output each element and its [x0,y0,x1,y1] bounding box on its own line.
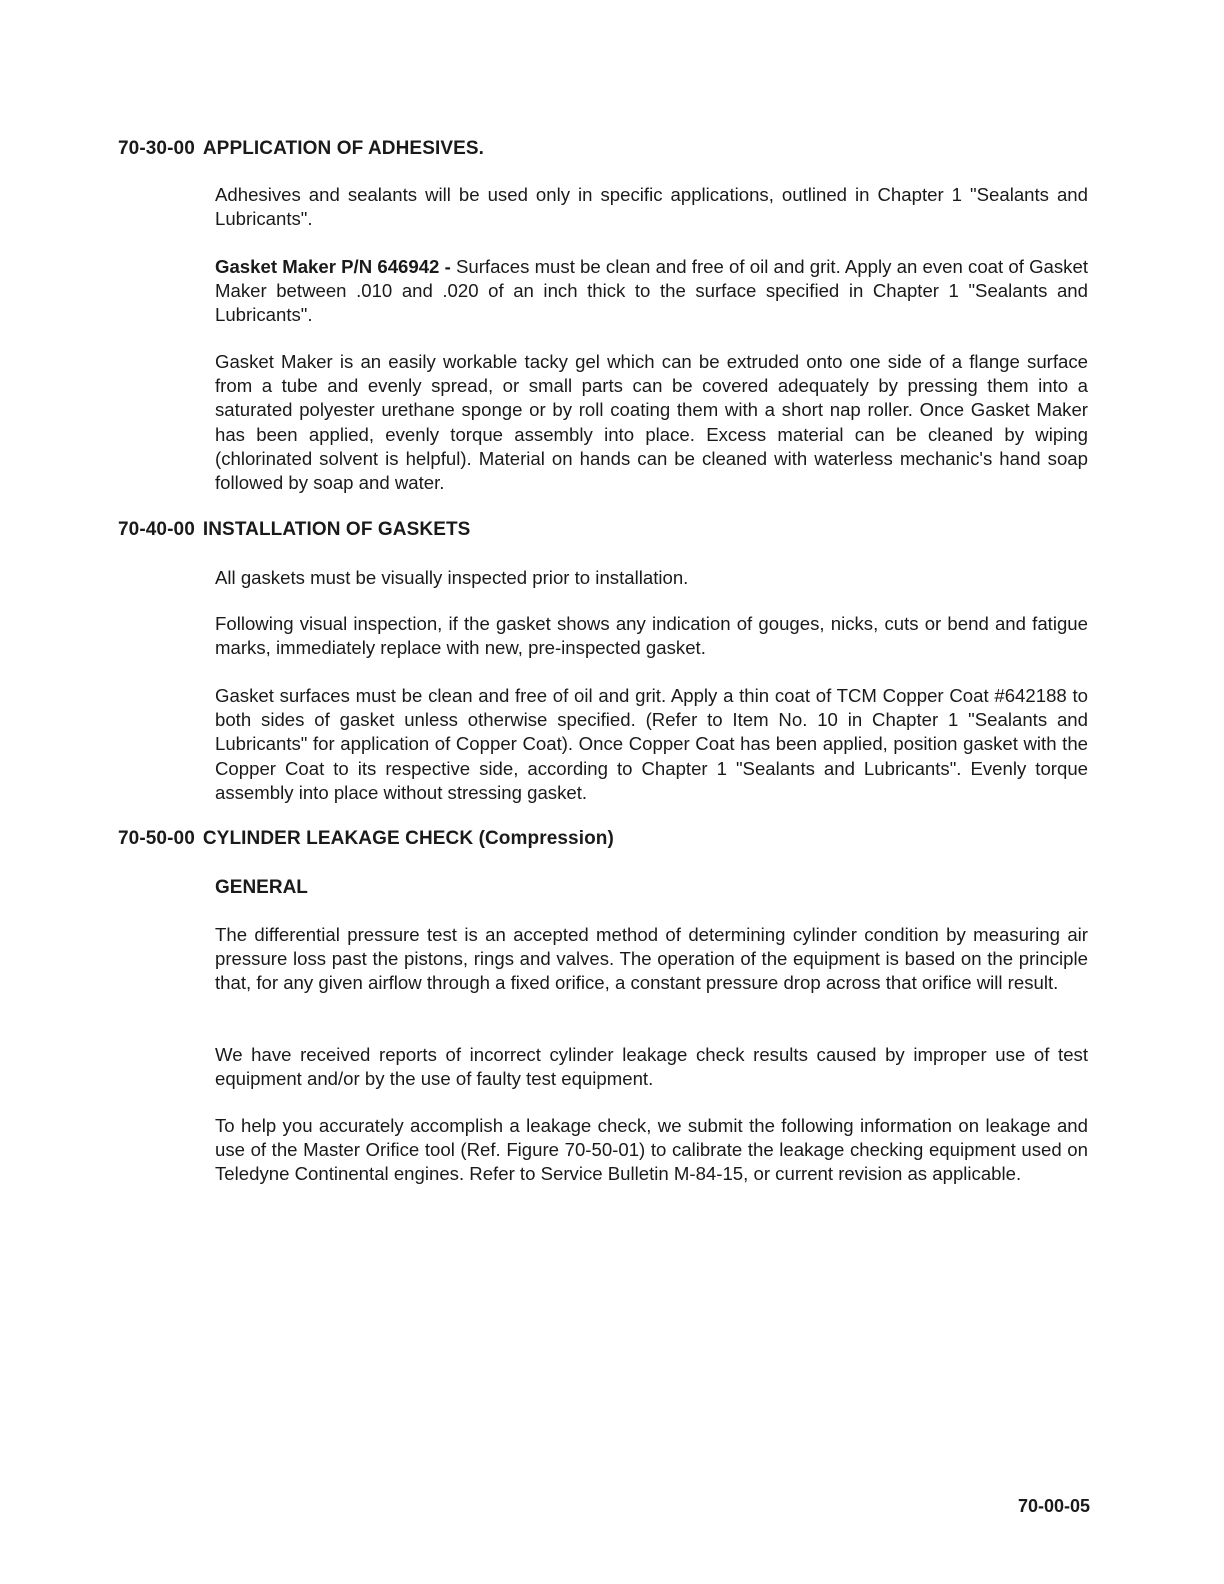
section-title: APPLICATION OF ADHESIVES. [202,138,485,159]
paragraph: Gasket Maker is an easily workable tacky gel which can be extruded onto one side of a flange surface from a tube and evenly spread, or small parts can be covered adequately by pressing them into a saturated polyester urethane sponge or by roll coating them with a short nap roller. Once Gasket Maker has been applied, evenly torque assembly into place. Excess material can be cleaned by wiping (chlorinated solvent is helpful). Material on hands can be cleaned with waterless mechanic's hand soap followed by soap and water. [215,351,1088,494]
paragraph-lead: Gasket Maker P/N 646942 - [215,256,451,277]
section-number: 70-40-00 [118,519,195,540]
paragraph: Adhesives and sealants will be used only in specific applications, outlined in Chapter 1 "Sealants and Lubricants". [215,184,1088,230]
page-number: 70-00-05 [1017,1496,1090,1516]
section-title: INSTALLATION OF GASKETS [202,519,471,540]
section-number: 70-50-00 [118,828,195,849]
section-heading-70-30-00 [118,138,484,160]
paragraph: To help you accurately accomplish a leakage check, we submit the following information on leakage and use of the Master Orifice tool (Ref. Figure 70-50-01) to calibrate the leakage checking equipment used on Teledyne Continental engines. Refer to Service Bulletin M-84-15, or current revision as applicable. [215,1115,1088,1185]
paragraph-gasket-maker [215,255,1088,328]
section-title: CYLINDER LEAKAGE CHECK (Compression) [202,828,614,849]
section-heading-70-40-00 [118,519,470,541]
paragraph: Gasket surfaces must be clean and free of oil and grit. Apply a thin coat of TCM Copper Coat #642188 to both sides of gasket unless otherwise specified. (Refer to Item No. 10 in Chapter 1 "Sealants and Lubricants" for application of Copper Coat). Once Copper Coat has been applied, position gasket with the Copper Coat to its respective side, according to Chapter 1 "Sealants and Lubricants". Evenly torque assembly into place without stressing gasket. [215,685,1088,803]
paragraph: We have received reports of incorrect cylinder leakage check results caused by improper use of test equipment and/or by the use of faulty test equipment. [215,1044,1088,1090]
section-heading-70-50-00 [118,828,614,850]
section-number: 70-30-00 [118,138,195,159]
paragraph: Following visual inspection, if the gasket shows any indication of gouges, nicks, cuts or bend and fatigue marks, immediately replace with new, pre-inspected gasket. [215,613,1088,659]
subheading-general: GENERAL [215,877,308,898]
paragraph: The differential pressure test is an accepted method of determining cylinder condition by measuring air pressure loss past the pistons, rings and valves. The operation of the equipment is based on the principle that, for any given airflow through a fixed orifice, a constant pressure drop across that orifice will result. [215,924,1088,994]
paragraph-text: Surfaces must be clean and free of oil and grit. Apply an even coat of Gasket Maker between .010 and .020 of an inch thick to the surface specified in Chapter 1 "Sealants and Lubricants". [215,256,1088,326]
paragraph: All gaskets must be visually inspected prior to installation. [215,567,689,588]
